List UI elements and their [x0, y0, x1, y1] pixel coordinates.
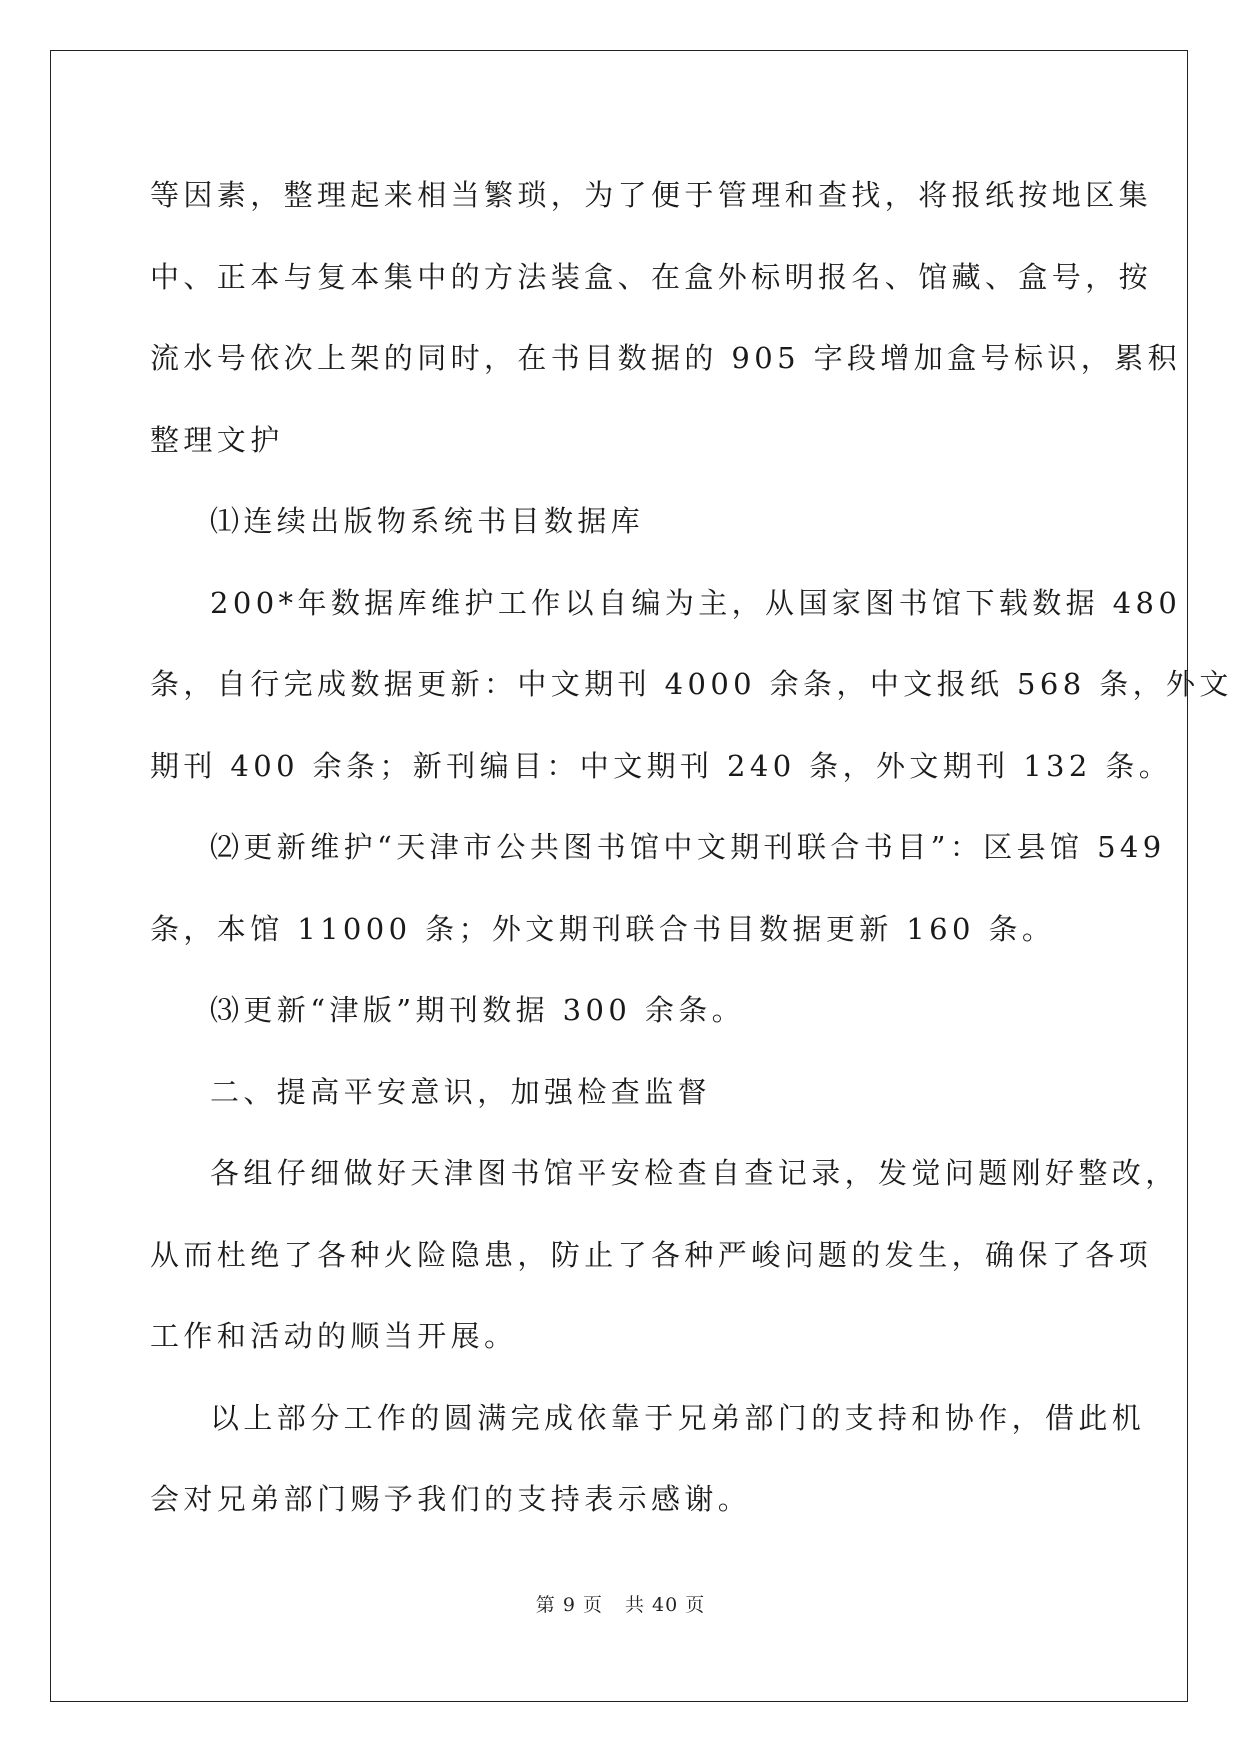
- page-footer: [0, 1590, 1241, 1617]
- text-line: 以上部分工作的圆满完成依靠于兄弟部门的支持和协作，借此机: [210, 1400, 1146, 1435]
- document-body: [150, 155, 1233, 1541]
- text-line: ⑴连续出版物系统书目数据库: [210, 504, 645, 538]
- text-line: 二、提高平安意识，加强检查监督: [210, 1074, 712, 1109]
- text-line: 工作和活动的顺当开展。: [150, 1319, 518, 1353]
- text-line: 各组仔细做好天津图书馆平安检查自查记录，发觉问题刚好整改，: [210, 1156, 1179, 1190]
- text-line: 流水号依次上架的同时，在书目数据的 905 字段增加盒号标识，累积: [150, 341, 1181, 375]
- paragraph: [150, 807, 1166, 970]
- page-total: 共 40 页: [624, 1594, 706, 1616]
- text-line: 会对兄弟部门赐予我们的支持表示感谢。: [150, 1482, 752, 1516]
- text-line: 期刊 400 余条；新刊编目：中文期刊 240 条，外文期刊 132 条。: [150, 748, 1173, 783]
- text-line: 整理文护: [150, 422, 284, 457]
- page-number: 第 9 页: [535, 1594, 603, 1616]
- text-line: 条，本馆 11000 条；外文期刊联合书目数据更新 160 条。: [150, 911, 1056, 946]
- text-line: 条，自行完成数据更新：中文期刊 4000 余条，中文报纸 568 条，外文: [150, 667, 1233, 701]
- paragraph: [150, 155, 1181, 481]
- paragraph: [150, 1378, 1146, 1541]
- paragraph: [150, 563, 1233, 808]
- section-heading: [150, 1052, 1090, 1134]
- text-line: ⑶更新“津版”期刊数据 300 余条。: [210, 993, 746, 1027]
- text-line: 等因素，整理起来相当繁琐，为了便于管理和查找，将报纸按地区集: [150, 178, 1153, 212]
- paragraph: [150, 1133, 1179, 1378]
- text-line: 中、正本与复本集中的方法装盒、在盒外标明报名、馆藏、盒号，按: [150, 259, 1153, 294]
- text-line: ⑵更新维护“天津市公共图书馆中文期刊联合书目”：区县馆 549: [210, 830, 1166, 864]
- text-line: 200*年数据库维护工作以自编为主，从国家图书馆下载数据 480: [210, 585, 1182, 620]
- text-line: 从而杜绝了各种火险隐患，防止了各种严峻问题的发生，确保了各项: [150, 1237, 1153, 1272]
- section-heading: [150, 481, 1090, 563]
- paragraph: [150, 970, 1090, 1052]
